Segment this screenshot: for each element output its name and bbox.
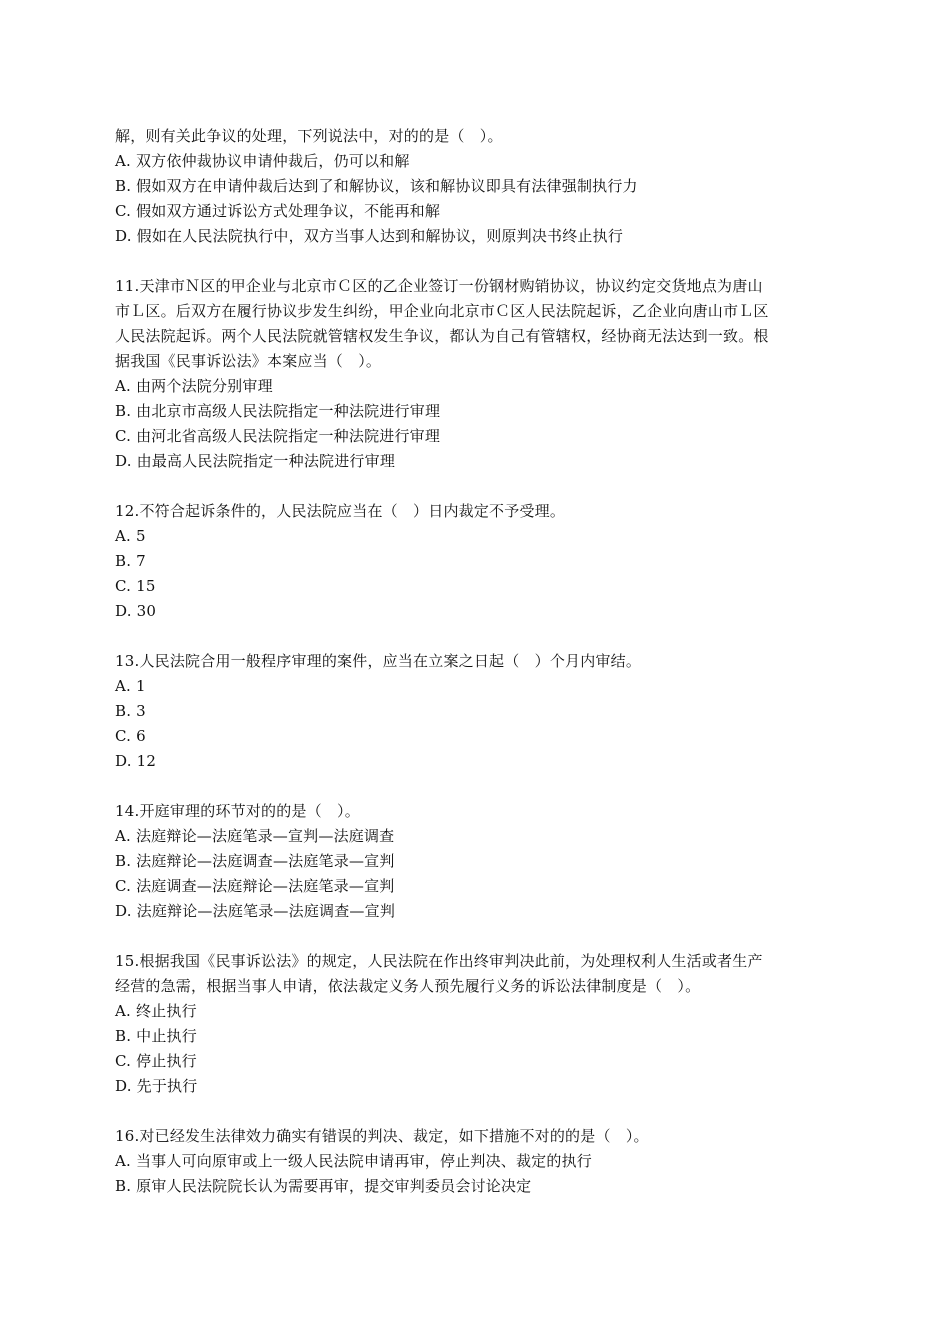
option-a: A. 5: [115, 527, 146, 545]
question-13: [115, 649, 840, 774]
question-stem-line: 11.天津市Ｎ区的甲企业与北京市Ｃ区的乙企业签订一份钢材购销协议，协议约定交货地点为唐山: [115, 277, 763, 295]
option-b: B. 3: [115, 702, 146, 720]
option-b: B. 假如双方在申请仲裁后达到了和解协议，该和解协议即具有法律强制执行力: [115, 177, 638, 195]
question-14: [115, 799, 840, 924]
option-a: A. 双方依仲裁协议申请仲裁后，仍可以和解: [115, 152, 410, 170]
option-b: B. 7: [115, 552, 146, 570]
option-d: D. 12: [115, 752, 157, 770]
option-b: B. 原审人民法院院长认为需要再审，提交审判委员会讨论决定: [115, 1177, 532, 1195]
option-d: D. 假如在人民法院执行中，双方当事人达到和解协议，则原判决书终止执行: [115, 227, 624, 245]
question-15: [115, 949, 840, 1099]
option-a: A. 法庭辩论—法庭笔录—宣判—法庭调查: [115, 827, 395, 845]
option-a: A. 由两个法院分别审理: [115, 377, 273, 395]
question-10-continuation: [115, 124, 840, 249]
option-d: D. 法庭辩论—法庭笔录—法庭调查—宣判: [115, 902, 396, 920]
question-stem-line: 13.人民法院合用一般程序审理的案件，应当在立案之日起（ ）个月内审结。: [115, 652, 642, 670]
question-11: [115, 274, 840, 474]
option-c: C. 15: [115, 577, 156, 595]
option-d: D. 先于执行: [115, 1077, 198, 1095]
option-c: C. 由河北省高级人民法院指定一种法院进行审理: [115, 427, 441, 445]
question-stem-line: 16.对已经发生法律效力确实有错误的判决、裁定，如下措施不对的的是（ ）。: [115, 1127, 649, 1145]
option-a: A. 1: [115, 677, 146, 695]
question-stem: 解，则有关此争议的处理，下列说法中，对的的是（ ）。: [115, 127, 503, 145]
option-c: C. 停止执行: [115, 1052, 197, 1070]
question-stem-line: 市Ｌ区。后双方在履行协议步发生纠纷，甲企业向北京市Ｃ区人民法院起诉，乙企业向唐山市Ｌ区: [115, 302, 769, 320]
question-12: [115, 499, 840, 624]
question-stem-line: 14.开庭审理的环节对的的是（ ）。: [115, 802, 360, 820]
option-d: D. 30: [115, 602, 157, 620]
option-a: A. 当事人可向原审或上一级人民法院申请再审，停止判决、裁定的执行: [115, 1152, 592, 1170]
option-c: C. 法庭调查—法庭辩论—法庭笔录—宣判: [115, 877, 395, 895]
question-stem-line: 15.根据我国《民事诉讼法》的规定，人民法院在作出终审判决此前，为处理权利人生活或者生产: [115, 952, 763, 970]
option-d: D. 由最高人民法院指定一种法院进行审理: [115, 452, 396, 470]
option-a: A. 终止执行: [115, 1002, 197, 1020]
question-stem-line: 据我国《民事诉讼法》本案应当（ ）。: [115, 352, 382, 370]
question-stem-line: 12.不符合起诉条件的，人民法院应当在（ ）日内裁定不予受理。: [115, 502, 566, 520]
document-page: [115, 124, 840, 1199]
option-c: C. 6: [115, 727, 146, 745]
question-stem-line: 人民法院起诉。两个人民法院就管辖权发生争议，都认为自己有管辖权，经协商无法达到一致。根: [115, 327, 769, 345]
question-16: [115, 1124, 840, 1199]
option-b: B. 中止执行: [115, 1027, 197, 1045]
option-b: B. 由北京市高级人民法院指定一种法院进行审理: [115, 402, 441, 420]
option-c: C. 假如双方通过诉讼方式处理争议，不能再和解: [115, 202, 441, 220]
question-stem-line: 经营的急需，根据当事人申请，依法裁定义务人预先履行义务的诉讼法律制度是（ ）。: [115, 977, 701, 995]
option-b: B. 法庭辩论—法庭调查—法庭笔录—宣判: [115, 852, 395, 870]
